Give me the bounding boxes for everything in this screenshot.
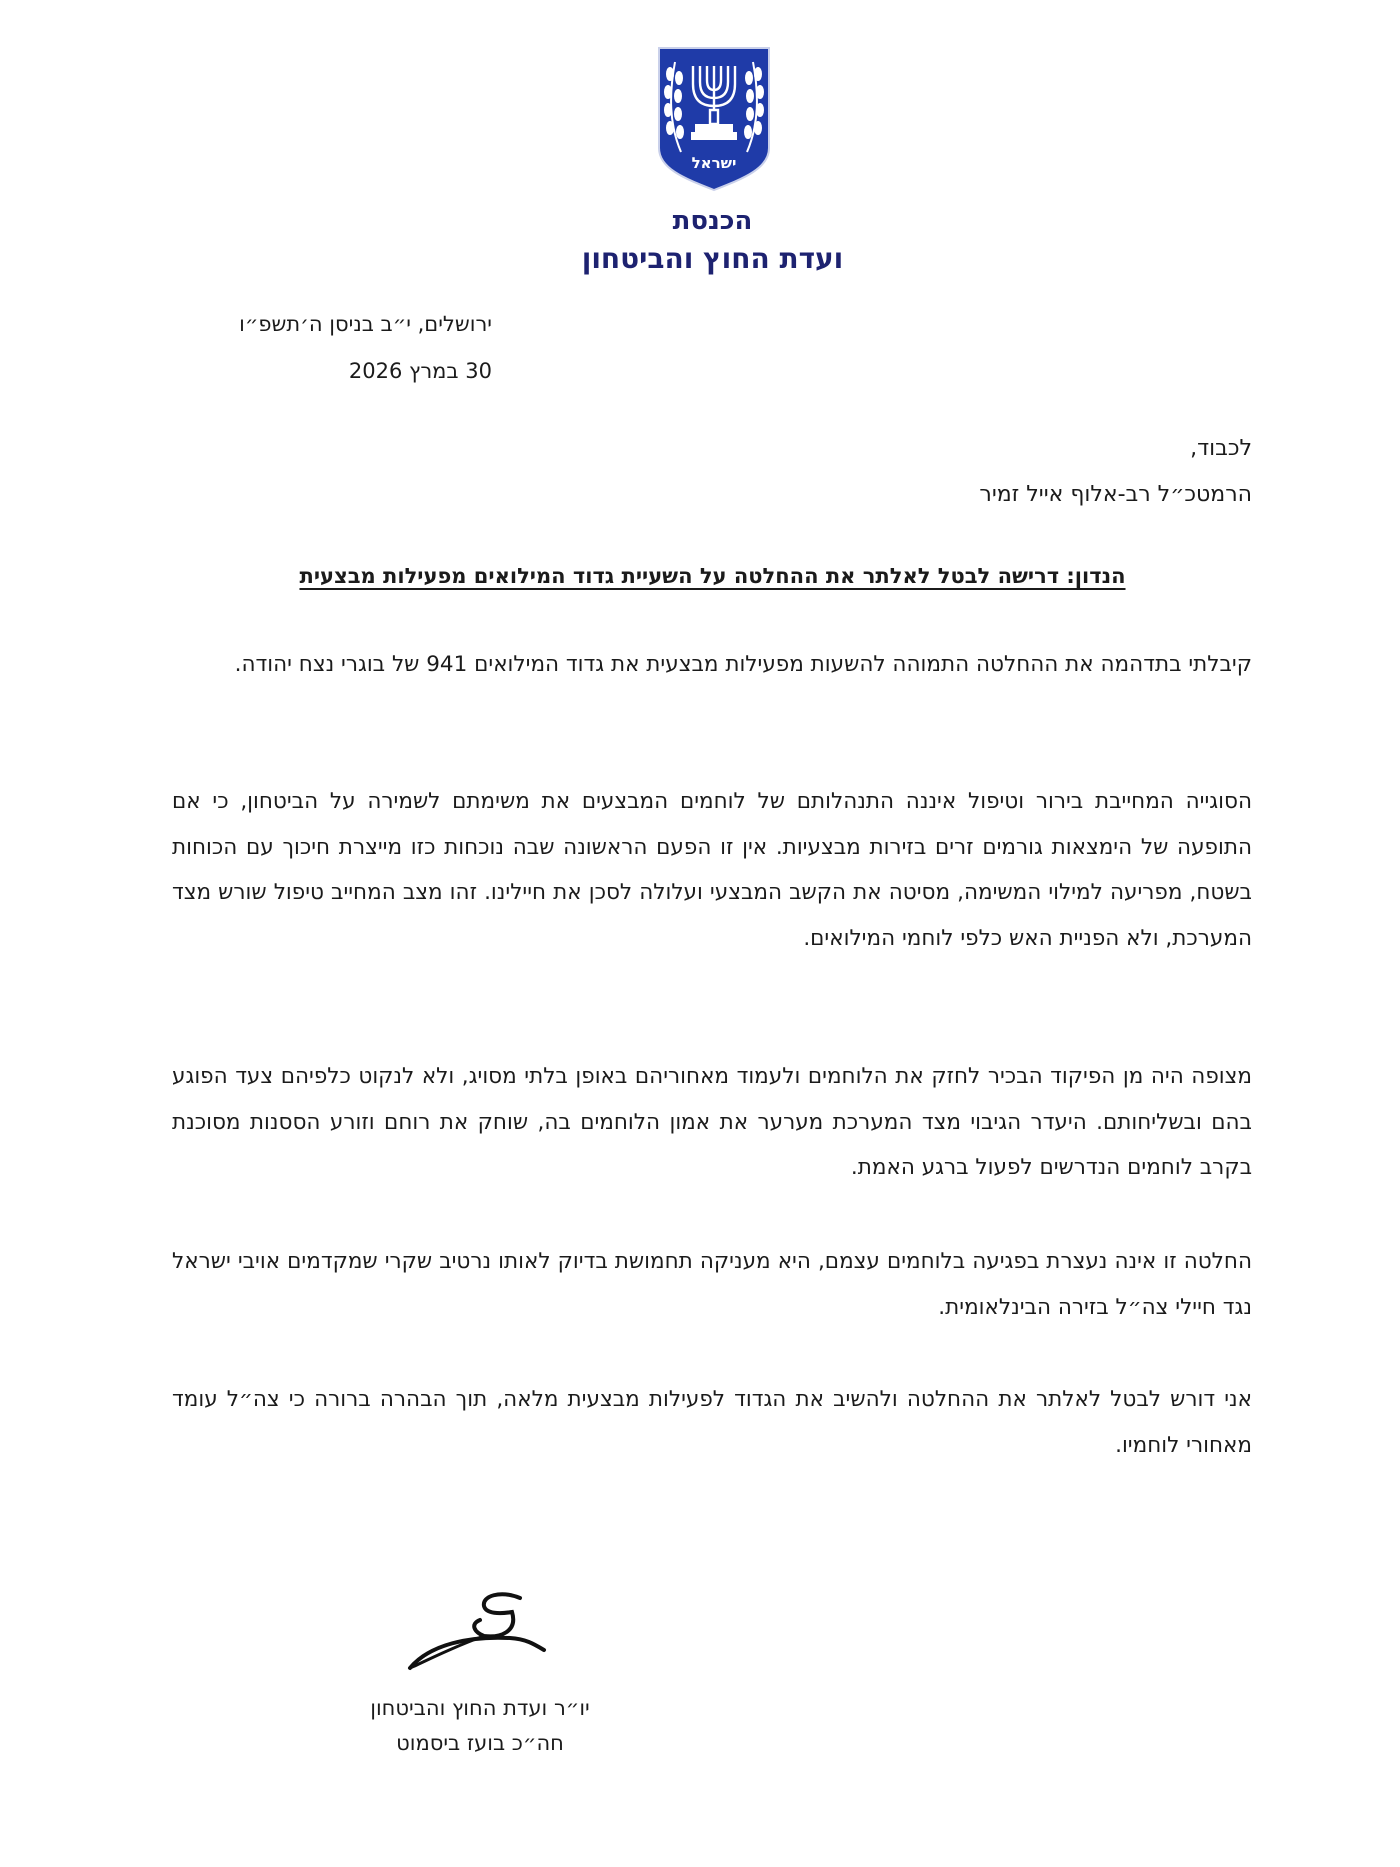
body-paragraph: החלטה זו אינה נעצרת בפגיעה בלוחמים עצמם, היא מעניקה תחמושת בדיוק לאותו נרטיב שקרי שמקדמים אויבי ישראל נגד חיילי צה״ל בזירה הבינלאומית. — [172, 1249, 1252, 1320]
hebrew-date: ירושלים, י״ב בניסן ה׳תשפ״ו — [239, 312, 492, 336]
emblem-text: ישראל — [691, 154, 737, 172]
subject-line: הנדון: דרישה לבטל לאלתר את ההחלטה על השעיית גדוד המילואים מפעילות מבצעית — [299, 564, 1126, 588]
committee-name: ועדת החוץ והביטחון — [581, 242, 844, 275]
handwritten-signature-icon — [400, 1592, 550, 1682]
body-paragraph: קיבלתי בתדהמה את ההחלטה התמוהה להשעות מפעילות מבצעית את גדוד המילואים 941 של בוגרי נצח יהודה. — [234, 652, 1252, 677]
signer-name: חה״כ בועז ביסמוט — [396, 1731, 564, 1755]
org-name: הכנסת — [672, 206, 753, 236]
state-emblem-icon — [655, 44, 773, 192]
body-paragraph: אני דורש לבטל לאלתר את ההחלטה ולהשיב את הגדוד לפעילות מבצעית מלאה, תוך הבהרה ברורה כי צה״ל עומד מאחורי לוחמיו. — [172, 1387, 1252, 1458]
body-paragraph: הסוגייה המחייבת בירור וטיפול איננה התנהלותם של לוחמים המבצעים את משימתם לשמירה על הביטחון, כי אם התופעה של הימצאות גורמים זרים בזירות מבצעיות. אין זו הפעם הראשונה שבה נוכחות כזו מייצרת חיכוך עם הכוחות בשטח, מפריעה למילוי המשימה, מסיטה את הקשב המבצעי ועלולה לסכן את חיילינו. זהו מצב המחייב טיפול שורש מצד המערכת, ולא הפניית האש כלפי לוחמי המילואים. — [172, 789, 1252, 951]
gregorian-date: 30 במרץ 2026 — [348, 359, 492, 383]
salutation: לכבוד, — [1190, 436, 1252, 461]
body-paragraph: מצופה היה מן הפיקוד הבכיר לחזק את הלוחמים ולעמוד מאחוריהם באופן בלתי מסויג, ולא לנקוט כלפיהם צעד הפוגע בהם ובשליחותם. היעדר הגיבוי מצד המערכת מערער את אמון הלוחמים בה, שוחק את רוחם וזורע הססנות מסוכנת בקרב לוחמים הנדרשים לפעול ברגע האמת. — [172, 1064, 1252, 1180]
signer-title: יו״ר ועדת החוץ והביטחון — [370, 1696, 590, 1720]
recipient-name: הרמטכ״ל רב-אלוף אייל זמיר — [979, 482, 1252, 507]
